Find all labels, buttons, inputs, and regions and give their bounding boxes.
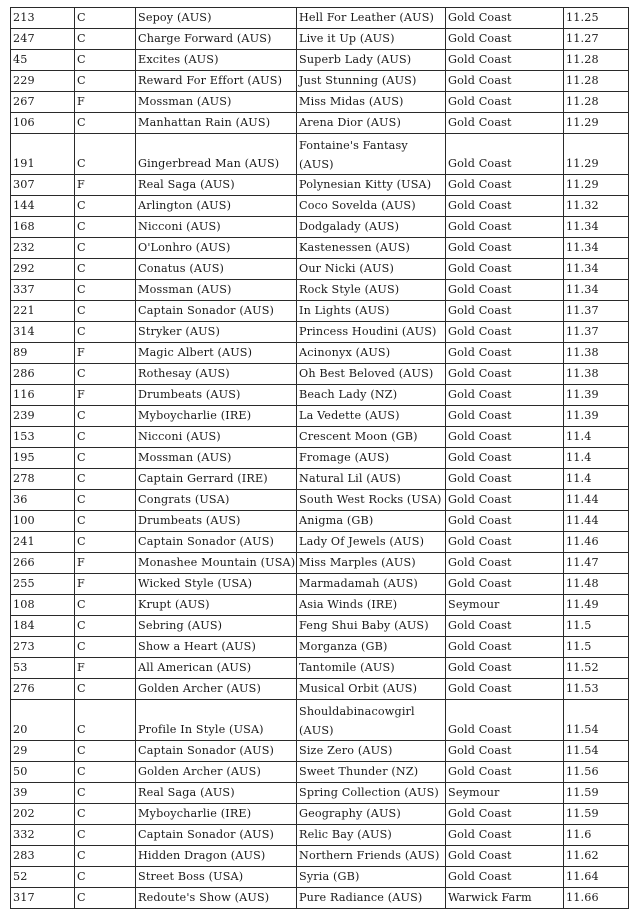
dam-cell: Musical Orbit (AUS)	[297, 679, 446, 700]
sex-cell: C	[75, 595, 136, 616]
location-cell: Gold Coast	[446, 532, 564, 553]
sire-cell: Mossman (AUS)	[136, 448, 297, 469]
dam-cell: Beach Lady (NZ)	[297, 385, 446, 406]
location-cell: Gold Coast	[446, 322, 564, 343]
dam-cell: Crescent Moon (GB)	[297, 427, 446, 448]
dam-cell: Asia Winds (IRE)	[297, 595, 446, 616]
table-row	[11, 448, 629, 469]
sex-cell: C	[75, 469, 136, 490]
lot-number-cell: 332	[11, 825, 75, 846]
lot-number-cell: 39	[11, 783, 75, 804]
lot-number-cell: 247	[11, 29, 75, 50]
lot-number-cell: 50	[11, 762, 75, 783]
lot-number-cell: 273	[11, 637, 75, 658]
sex-cell: C	[75, 301, 136, 322]
lot-number-cell: 191	[11, 134, 75, 175]
dam-cell: Syria (GB)	[297, 867, 446, 888]
sex-cell: C	[75, 511, 136, 532]
time-cell: 11.59	[564, 783, 629, 804]
dam-cell: Feng Shui Baby (AUS)	[297, 616, 446, 637]
table-row	[11, 888, 629, 909]
lot-number-cell: 144	[11, 196, 75, 217]
lot-number-cell: 229	[11, 71, 75, 92]
time-cell: 11.29	[564, 134, 629, 175]
location-cell: Gold Coast	[446, 71, 564, 92]
time-cell: 11.34	[564, 280, 629, 301]
sire-cell: Nicconi (AUS)	[136, 217, 297, 238]
lot-number-cell: 232	[11, 238, 75, 259]
lot-number-cell: 202	[11, 804, 75, 825]
table-row	[11, 134, 629, 175]
time-cell: 11.4	[564, 469, 629, 490]
table-row	[11, 741, 629, 762]
location-cell: Gold Coast	[446, 553, 564, 574]
lot-number-cell: 307	[11, 175, 75, 196]
lot-number-cell: 267	[11, 92, 75, 113]
sire-cell: Show a Heart (AUS)	[136, 637, 297, 658]
sex-cell: C	[75, 134, 136, 175]
location-cell: Gold Coast	[446, 175, 564, 196]
sire-cell: Drumbeats (AUS)	[136, 385, 297, 406]
sire-cell: Golden Archer (AUS)	[136, 762, 297, 783]
dam-cell: Kastenessen (AUS)	[297, 238, 446, 259]
dam-cell: La Vedette (AUS)	[297, 406, 446, 427]
lot-number-cell: 53	[11, 658, 75, 679]
time-cell: 11.34	[564, 259, 629, 280]
dam-cell: Pure Radiance (AUS)	[297, 888, 446, 909]
location-cell: Gold Coast	[446, 113, 564, 134]
sex-cell: C	[75, 259, 136, 280]
lot-number-cell: 337	[11, 280, 75, 301]
time-cell: 11.34	[564, 217, 629, 238]
dam-cell: Morganza (GB)	[297, 637, 446, 658]
dam-cell: Natural Lil (AUS)	[297, 469, 446, 490]
dam-cell: Relic Bay (AUS)	[297, 825, 446, 846]
table-row	[11, 490, 629, 511]
table-row	[11, 301, 629, 322]
sex-cell: C	[75, 217, 136, 238]
lot-number-cell: 213	[11, 8, 75, 29]
sex-cell: F	[75, 92, 136, 113]
sales-table	[10, 7, 629, 909]
sire-cell: Captain Sonador (AUS)	[136, 741, 297, 762]
location-cell: Gold Coast	[446, 280, 564, 301]
sire-cell: Myboycharlie (IRE)	[136, 804, 297, 825]
sex-cell: C	[75, 616, 136, 637]
table-row	[11, 700, 629, 741]
table-row	[11, 217, 629, 238]
sire-cell: Monashee Mountain (USA)	[136, 553, 297, 574]
lot-number-cell: 266	[11, 553, 75, 574]
sire-cell: Captain Sonador (AUS)	[136, 532, 297, 553]
sire-cell: Captain Sonador (AUS)	[136, 825, 297, 846]
sire-cell: Gingerbread Man (AUS)	[136, 134, 297, 175]
location-cell: Seymour	[446, 595, 564, 616]
sire-cell: Reward For Effort (AUS)	[136, 71, 297, 92]
table-row	[11, 280, 629, 301]
lot-number-cell: 314	[11, 322, 75, 343]
lot-number-cell: 221	[11, 301, 75, 322]
lot-number-cell: 153	[11, 427, 75, 448]
time-cell: 11.64	[564, 867, 629, 888]
sex-cell: C	[75, 113, 136, 134]
time-cell: 11.37	[564, 322, 629, 343]
time-cell: 11.5	[564, 616, 629, 637]
dam-cell: Anigma (GB)	[297, 511, 446, 532]
lot-number-cell: 241	[11, 532, 75, 553]
dam-cell: Shouldabinacowgirl (AUS)	[297, 700, 446, 741]
time-cell: 11.34	[564, 238, 629, 259]
dam-cell: Size Zero (AUS)	[297, 741, 446, 762]
sire-cell: Mossman (AUS)	[136, 280, 297, 301]
sire-cell: Nicconi (AUS)	[136, 427, 297, 448]
location-cell: Gold Coast	[446, 259, 564, 280]
table-row	[11, 71, 629, 92]
dam-cell: Miss Marples (AUS)	[297, 553, 446, 574]
location-cell: Gold Coast	[446, 679, 564, 700]
time-cell: 11.44	[564, 511, 629, 532]
sex-cell: C	[75, 700, 136, 741]
time-cell: 11.27	[564, 29, 629, 50]
sire-cell: Hidden Dragon (AUS)	[136, 846, 297, 867]
sex-cell: C	[75, 448, 136, 469]
sire-cell: Manhattan Rain (AUS)	[136, 113, 297, 134]
table-row	[11, 658, 629, 679]
time-cell: 11.39	[564, 406, 629, 427]
table-row	[11, 762, 629, 783]
lot-number-cell: 100	[11, 511, 75, 532]
location-cell: Gold Coast	[446, 50, 564, 71]
dam-cell: Rock Style (AUS)	[297, 280, 446, 301]
sire-cell: Redoute's Show (AUS)	[136, 888, 297, 909]
location-cell: Gold Coast	[446, 29, 564, 50]
table-row	[11, 783, 629, 804]
time-cell: 11.46	[564, 532, 629, 553]
time-cell: 11.53	[564, 679, 629, 700]
table-body	[11, 8, 629, 909]
sex-cell: C	[75, 804, 136, 825]
dam-cell: Our Nicki (AUS)	[297, 259, 446, 280]
location-cell: Gold Coast	[446, 406, 564, 427]
lot-number-cell: 255	[11, 574, 75, 595]
location-cell: Gold Coast	[446, 8, 564, 29]
sire-cell: Real Saga (AUS)	[136, 783, 297, 804]
sex-cell: C	[75, 238, 136, 259]
time-cell: 11.28	[564, 50, 629, 71]
sex-cell: C	[75, 427, 136, 448]
table-row	[11, 427, 629, 448]
lot-number-cell: 184	[11, 616, 75, 637]
time-cell: 11.5	[564, 637, 629, 658]
dam-cell: Tantomile (AUS)	[297, 658, 446, 679]
location-cell: Gold Coast	[446, 196, 564, 217]
sex-cell: C	[75, 783, 136, 804]
sire-cell: Conatus (AUS)	[136, 259, 297, 280]
location-cell: Gold Coast	[446, 574, 564, 595]
dam-cell: Lady Of Jewels (AUS)	[297, 532, 446, 553]
time-cell: 11.54	[564, 741, 629, 762]
location-cell: Gold Coast	[446, 385, 564, 406]
lot-number-cell: 36	[11, 490, 75, 511]
sire-cell: Mossman (AUS)	[136, 92, 297, 113]
time-cell: 11.62	[564, 846, 629, 867]
table-row	[11, 804, 629, 825]
sex-cell: F	[75, 553, 136, 574]
location-cell: Gold Coast	[446, 448, 564, 469]
sex-cell: C	[75, 741, 136, 762]
sex-cell: C	[75, 490, 136, 511]
table-row	[11, 574, 629, 595]
sex-cell: C	[75, 637, 136, 658]
lot-number-cell: 20	[11, 700, 75, 741]
time-cell: 11.59	[564, 804, 629, 825]
sire-cell: Magic Albert (AUS)	[136, 343, 297, 364]
sex-cell: C	[75, 322, 136, 343]
time-cell: 11.44	[564, 490, 629, 511]
sire-cell: Myboycharlie (IRE)	[136, 406, 297, 427]
sex-cell: F	[75, 385, 136, 406]
location-cell: Gold Coast	[446, 762, 564, 783]
time-cell: 11.6	[564, 825, 629, 846]
sire-cell: O'Lonhro (AUS)	[136, 238, 297, 259]
time-cell: 11.28	[564, 71, 629, 92]
table-row	[11, 679, 629, 700]
lot-number-cell: 283	[11, 846, 75, 867]
time-cell: 11.25	[564, 8, 629, 29]
table-row	[11, 385, 629, 406]
location-cell: Gold Coast	[446, 700, 564, 741]
location-cell: Gold Coast	[446, 427, 564, 448]
location-cell: Gold Coast	[446, 741, 564, 762]
sex-cell: F	[75, 658, 136, 679]
time-cell: 11.52	[564, 658, 629, 679]
table-row	[11, 364, 629, 385]
table-row	[11, 825, 629, 846]
sex-cell: C	[75, 29, 136, 50]
time-cell: 11.48	[564, 574, 629, 595]
location-cell: Gold Coast	[446, 804, 564, 825]
lot-number-cell: 108	[11, 595, 75, 616]
table-row	[11, 511, 629, 532]
location-cell: Gold Coast	[446, 343, 564, 364]
location-cell: Gold Coast	[446, 846, 564, 867]
sex-cell: C	[75, 280, 136, 301]
location-cell: Gold Coast	[446, 490, 564, 511]
location-cell: Gold Coast	[446, 469, 564, 490]
dam-cell: Dodgalady (AUS)	[297, 217, 446, 238]
location-cell: Warwick Farm	[446, 888, 564, 909]
table-row	[11, 322, 629, 343]
table-row	[11, 92, 629, 113]
location-cell: Gold Coast	[446, 511, 564, 532]
lot-number-cell: 317	[11, 888, 75, 909]
sex-cell: C	[75, 679, 136, 700]
lot-number-cell: 195	[11, 448, 75, 469]
sex-cell: F	[75, 574, 136, 595]
time-cell: 11.54	[564, 700, 629, 741]
dam-cell: Just Stunning (AUS)	[297, 71, 446, 92]
sire-cell: Congrats (USA)	[136, 490, 297, 511]
table-row	[11, 637, 629, 658]
table-row	[11, 553, 629, 574]
dam-cell: Arena Dior (AUS)	[297, 113, 446, 134]
dam-cell: Geography (AUS)	[297, 804, 446, 825]
sire-cell: Sebring (AUS)	[136, 616, 297, 637]
sex-cell: C	[75, 846, 136, 867]
sire-cell: Captain Gerrard (IRE)	[136, 469, 297, 490]
table-row	[11, 29, 629, 50]
dam-cell: Northern Friends (AUS)	[297, 846, 446, 867]
dam-cell: Fromage (AUS)	[297, 448, 446, 469]
location-cell: Gold Coast	[446, 616, 564, 637]
sire-cell: Arlington (AUS)	[136, 196, 297, 217]
location-cell: Gold Coast	[446, 658, 564, 679]
table-row	[11, 238, 629, 259]
dam-cell: South West Rocks (USA)	[297, 490, 446, 511]
sex-cell: C	[75, 825, 136, 846]
sex-cell: C	[75, 406, 136, 427]
time-cell: 11.29	[564, 113, 629, 134]
location-cell: Gold Coast	[446, 364, 564, 385]
lot-number-cell: 168	[11, 217, 75, 238]
table-row	[11, 343, 629, 364]
dam-cell: Miss Midas (AUS)	[297, 92, 446, 113]
sire-cell: Real Saga (AUS)	[136, 175, 297, 196]
table-row	[11, 532, 629, 553]
lot-number-cell: 52	[11, 867, 75, 888]
sex-cell: F	[75, 175, 136, 196]
table-row	[11, 846, 629, 867]
location-cell: Gold Coast	[446, 867, 564, 888]
dam-cell: Polynesian Kitty (USA)	[297, 175, 446, 196]
location-cell: Gold Coast	[446, 301, 564, 322]
sire-cell: Charge Forward (AUS)	[136, 29, 297, 50]
lot-number-cell: 106	[11, 113, 75, 134]
table-row	[11, 867, 629, 888]
sex-cell: F	[75, 343, 136, 364]
time-cell: 11.66	[564, 888, 629, 909]
sire-cell: All American (AUS)	[136, 658, 297, 679]
sire-cell: Krupt (AUS)	[136, 595, 297, 616]
sire-cell: Rothesay (AUS)	[136, 364, 297, 385]
table-row	[11, 50, 629, 71]
sire-cell: Excites (AUS)	[136, 50, 297, 71]
table-row	[11, 175, 629, 196]
table-row	[11, 616, 629, 637]
location-cell: Gold Coast	[446, 92, 564, 113]
time-cell: 11.29	[564, 175, 629, 196]
lot-number-cell: 116	[11, 385, 75, 406]
time-cell: 11.39	[564, 385, 629, 406]
location-cell: Gold Coast	[446, 238, 564, 259]
dam-cell: Marmadamah (AUS)	[297, 574, 446, 595]
sire-cell: Drumbeats (AUS)	[136, 511, 297, 532]
sire-cell: Golden Archer (AUS)	[136, 679, 297, 700]
dam-cell: Spring Collection (AUS)	[297, 783, 446, 804]
time-cell: 11.37	[564, 301, 629, 322]
dam-cell: Sweet Thunder (NZ)	[297, 762, 446, 783]
dam-cell: Coco Sovelda (AUS)	[297, 196, 446, 217]
dam-cell: Fontaine's Fantasy (AUS)	[297, 134, 446, 175]
sire-cell: Street Boss (USA)	[136, 867, 297, 888]
sex-cell: C	[75, 888, 136, 909]
location-cell: Gold Coast	[446, 217, 564, 238]
time-cell: 11.47	[564, 553, 629, 574]
dam-cell: Hell For Leather (AUS)	[297, 8, 446, 29]
lot-number-cell: 45	[11, 50, 75, 71]
lot-number-cell: 276	[11, 679, 75, 700]
table-row	[11, 196, 629, 217]
dam-cell: Live it Up (AUS)	[297, 29, 446, 50]
table-row	[11, 259, 629, 280]
sire-cell: Wicked Style (USA)	[136, 574, 297, 595]
time-cell: 11.49	[564, 595, 629, 616]
table-row	[11, 469, 629, 490]
time-cell: 11.32	[564, 196, 629, 217]
table-row	[11, 113, 629, 134]
lot-number-cell: 29	[11, 741, 75, 762]
sex-cell: C	[75, 364, 136, 385]
sire-cell: Profile In Style (USA)	[136, 700, 297, 741]
table-row	[11, 406, 629, 427]
lot-number-cell: 89	[11, 343, 75, 364]
dam-cell: Acinonyx (AUS)	[297, 343, 446, 364]
location-cell: Gold Coast	[446, 134, 564, 175]
dam-cell: Oh Best Beloved (AUS)	[297, 364, 446, 385]
time-cell: 11.28	[564, 92, 629, 113]
location-cell: Gold Coast	[446, 825, 564, 846]
lot-number-cell: 286	[11, 364, 75, 385]
sire-cell: Sepoy (AUS)	[136, 8, 297, 29]
sire-cell: Stryker (AUS)	[136, 322, 297, 343]
lot-number-cell: 239	[11, 406, 75, 427]
table-row	[11, 8, 629, 29]
sire-cell: Captain Sonador (AUS)	[136, 301, 297, 322]
sex-cell: C	[75, 71, 136, 92]
sex-cell: C	[75, 762, 136, 783]
time-cell: 11.38	[564, 364, 629, 385]
lot-number-cell: 278	[11, 469, 75, 490]
sex-cell: C	[75, 867, 136, 888]
dam-cell: Princess Houdini (AUS)	[297, 322, 446, 343]
sex-cell: C	[75, 8, 136, 29]
location-cell: Seymour	[446, 783, 564, 804]
sex-cell: C	[75, 50, 136, 71]
dam-cell: Superb Lady (AUS)	[297, 50, 446, 71]
dam-cell: In Lights (AUS)	[297, 301, 446, 322]
lot-number-cell: 292	[11, 259, 75, 280]
sex-cell: C	[75, 532, 136, 553]
time-cell: 11.4	[564, 427, 629, 448]
table-row	[11, 595, 629, 616]
sex-cell: C	[75, 196, 136, 217]
location-cell: Gold Coast	[446, 637, 564, 658]
time-cell: 11.38	[564, 343, 629, 364]
time-cell: 11.56	[564, 762, 629, 783]
time-cell: 11.4	[564, 448, 629, 469]
